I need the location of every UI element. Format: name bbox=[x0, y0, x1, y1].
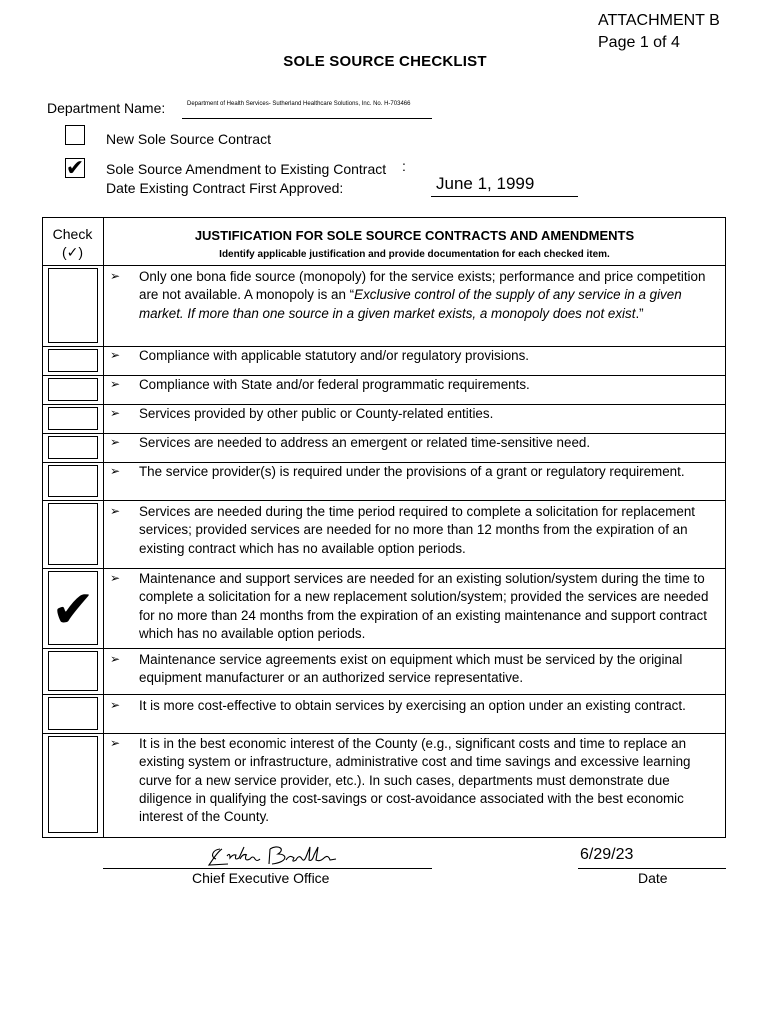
page-number: Page 1 of 4 bbox=[598, 34, 680, 51]
justification-item-2: Compliance with applicable statutory and/or regulatory provisions. bbox=[139, 348, 530, 363]
checkmark-icon: ✔ bbox=[51, 581, 95, 639]
justification-item-8: Maintenance and support services are needed for an existing solution/system during the time to complete a solicitation for a new replacement solution/system; provided the services are needed for no more than 24 months from the expiration of an existing maintenance and support contract which has no available option periods. bbox=[139, 571, 709, 641]
justification-item-1: Only one bona fide source (monopoly) for the service exists; performance and price competition are not available. A monopoly is an “Exclusive control of the supply of any service in a given market. If more than one source in a given market exists, a monopoly does not exist.” bbox=[139, 269, 706, 321]
signer-title: Chief Executive Office bbox=[192, 870, 330, 886]
page-title: SOLE SOURCE CHECKLIST bbox=[283, 53, 487, 70]
new-contract-label: New Sole Source Contract bbox=[106, 131, 271, 147]
check-header-label: Check bbox=[52, 226, 93, 242]
date-approved-label: Date Existing Contract First Approved: bbox=[106, 180, 344, 196]
row-6-checkbox[interactable] bbox=[48, 465, 98, 497]
amendment-colon: : bbox=[402, 158, 406, 174]
check-header-symbol: (✓) bbox=[61, 244, 84, 260]
date-approved-value[interactable]: June 1, 1999 bbox=[436, 174, 535, 193]
row-9-checkbox[interactable] bbox=[48, 651, 98, 691]
row-divider bbox=[42, 500, 726, 501]
row-divider bbox=[42, 265, 726, 266]
arrow-bullet-icon: ➢ bbox=[110, 435, 121, 449]
justification-item-3: Compliance with State and/or federal programmatic requirements. bbox=[139, 377, 530, 392]
justification-item-10: It is more cost-effective to obtain services by exercising an option under an existing contract. bbox=[139, 698, 686, 713]
arrow-bullet-icon: ➢ bbox=[110, 698, 121, 712]
signature-date-label: Date bbox=[638, 870, 668, 886]
row-divider bbox=[42, 694, 726, 695]
checkmark-icon: ✔ bbox=[65, 155, 85, 180]
department-value[interactable]: Department of Health Services- Sutherland Healthcare Solutions, Inc. No. H-703466 bbox=[187, 101, 411, 107]
row-divider bbox=[42, 733, 726, 734]
attachment-label: ATTACHMENT B bbox=[598, 12, 720, 29]
row-5-checkbox[interactable] bbox=[48, 436, 98, 459]
arrow-bullet-icon: ➢ bbox=[110, 571, 121, 585]
signature-line bbox=[103, 868, 432, 869]
justification-item-5: Services are needed to address an emergent or related time-sensitive need. bbox=[139, 435, 591, 450]
department-label: Department Name: bbox=[47, 100, 166, 116]
arrow-bullet-icon: ➢ bbox=[110, 652, 121, 666]
amendment-checkbox[interactable] bbox=[65, 155, 85, 180]
justification-item-4: Services provided by other public or County-related entities. bbox=[139, 406, 494, 421]
justification-item-9: Maintenance service agreements exist on equipment which must be serviced by the original equipment manufacturer or an authorized service representative. bbox=[139, 652, 683, 686]
justification-item-11: It is in the best economic interest of the County (e.g., significant costs and time to replace an existing system or infrastructure, administrative cost and time savings and excessive learning curve for a new service provider, etc.). In such cases, departments must demonstrate due diligence in qualifying the cost-savings or cost-avoidance associated with the best economic interest of the County. bbox=[139, 736, 691, 825]
row-4-checkbox[interactable] bbox=[48, 407, 98, 430]
signature-date-value[interactable]: 6/29/23 bbox=[580, 846, 634, 863]
attachment-header bbox=[598, 10, 720, 54]
department-underline bbox=[182, 118, 432, 119]
amendment-option bbox=[106, 160, 386, 198]
arrow-bullet-icon: ➢ bbox=[110, 406, 121, 420]
arrow-bullet-icon: ➢ bbox=[110, 736, 121, 750]
row-10-checkbox[interactable] bbox=[48, 697, 98, 730]
row-7-checkbox[interactable] bbox=[48, 503, 98, 565]
justification-item-6: The service provider(s) is required under the provisions of a grant or regulatory requirement. bbox=[139, 464, 685, 479]
arrow-bullet-icon: ➢ bbox=[110, 464, 121, 478]
row-divider bbox=[42, 648, 726, 649]
amendment-label: Sole Source Amendment to Existing Contract bbox=[106, 161, 387, 177]
signature-date-line bbox=[578, 868, 726, 869]
check-column-divider bbox=[103, 217, 104, 838]
arrow-bullet-icon: ➢ bbox=[110, 504, 121, 518]
arrow-bullet-icon: ➢ bbox=[110, 348, 121, 362]
justification-subtitle: Identify applicable justification and provide documentation for each checked item. bbox=[219, 249, 610, 260]
row-divider bbox=[42, 568, 726, 569]
arrow-bullet-icon: ➢ bbox=[110, 377, 121, 391]
justification-item-7: Services are needed during the time period required to complete a solicitation for replacement services; provided services are needed for no more than 12 months from the expiration of an existing contract which has no available option periods. bbox=[139, 504, 696, 556]
check-column-header bbox=[42, 225, 103, 261]
date-approved-underline bbox=[431, 196, 578, 197]
row-2-checkbox[interactable] bbox=[48, 349, 98, 372]
row-1-checkbox[interactable] bbox=[48, 268, 98, 343]
new-contract-checkbox[interactable] bbox=[65, 125, 85, 145]
row-11-checkbox[interactable] bbox=[48, 736, 98, 833]
arrow-bullet-icon: ➢ bbox=[110, 269, 121, 283]
justification-title: JUSTIFICATION FOR SOLE SOURCE CONTRACTS AND AMENDMENTS bbox=[194, 228, 635, 243]
row-3-checkbox[interactable] bbox=[48, 378, 98, 401]
